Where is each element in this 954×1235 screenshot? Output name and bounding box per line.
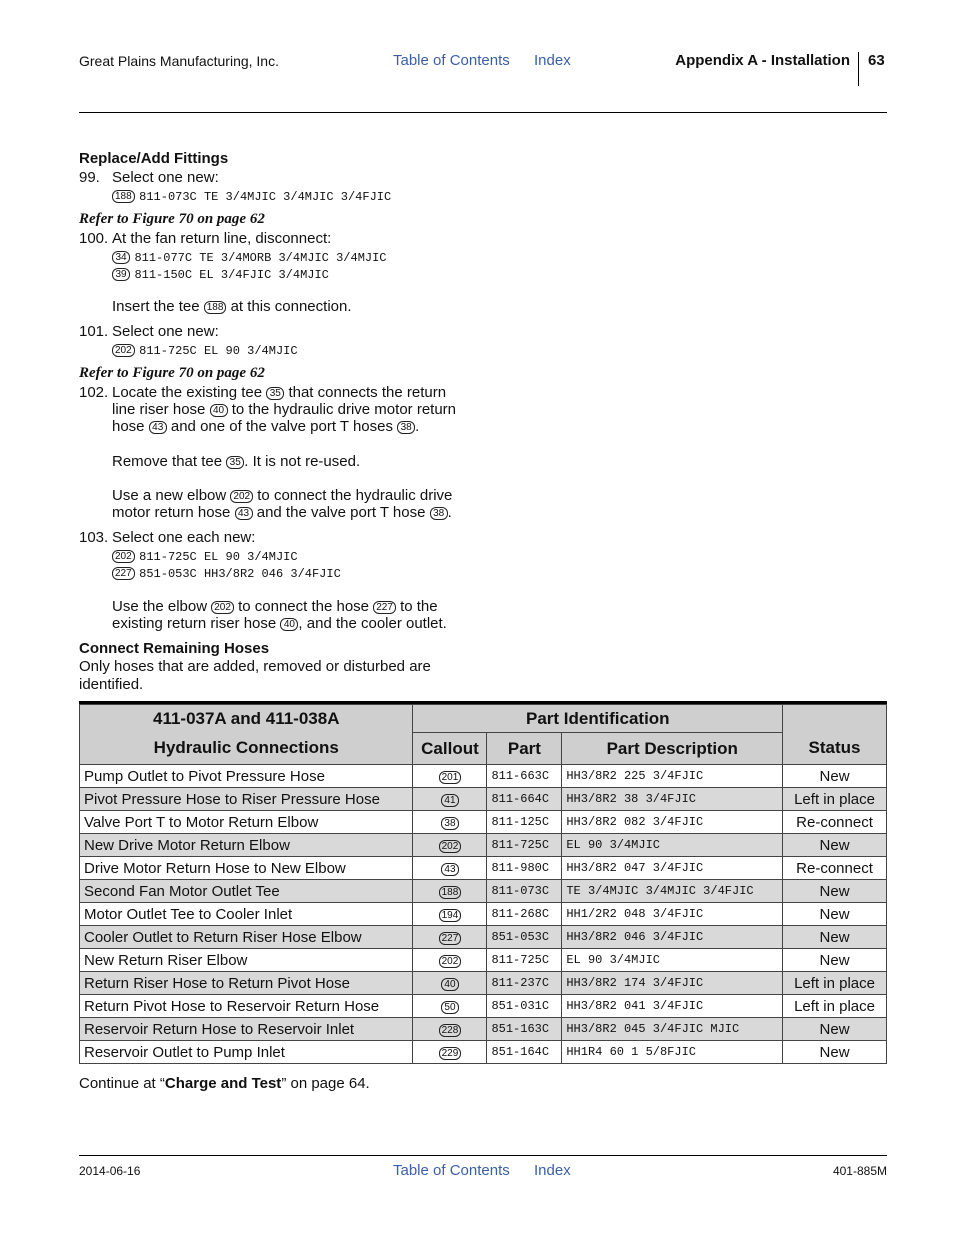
cell-callout	[413, 949, 487, 972]
figure-reference: Refer to Figure 70 on page 62	[79, 211, 265, 227]
para-text: Locate the existing tee	[112, 384, 263, 401]
header-status: Status	[783, 733, 887, 765]
table-row	[80, 972, 887, 995]
callout-badge: 43	[149, 421, 167, 434]
step-100-note	[112, 298, 352, 315]
part-line	[112, 547, 298, 564]
cell-connection: Cooler Outlet to Return Riser Hose Elbow	[80, 926, 413, 949]
section-title: Appendix A - Installation	[675, 52, 850, 69]
part-line	[112, 341, 298, 358]
continue-text: Continue at “	[79, 1075, 165, 1092]
cell-status: New	[783, 880, 887, 903]
header-status-spacer	[783, 705, 887, 733]
callout-badge: 202	[230, 490, 253, 503]
callout-badge: 202	[112, 550, 135, 563]
callout-badge: 202	[439, 955, 462, 968]
header-part-description: Part Description	[562, 733, 783, 765]
table-row	[80, 1041, 887, 1064]
step-102-para1	[112, 384, 472, 435]
part-line	[112, 564, 341, 581]
step-101-number: 101.	[79, 323, 109, 340]
callout-badge: 38	[441, 817, 459, 830]
cell-connection: New Drive Motor Return Elbow	[80, 834, 413, 857]
index-link[interactable]: Index	[534, 52, 571, 69]
cell-status: New	[783, 926, 887, 949]
cell-description: HH3/8R2 041 3/4FJIC	[562, 995, 783, 1018]
step-100-number: 100.	[79, 230, 109, 247]
step-102-para2	[112, 453, 360, 470]
para-text: .	[415, 418, 420, 435]
cell-status: Left in place	[783, 995, 887, 1018]
cell-callout	[413, 765, 487, 788]
para-text: to the hydraulic drive motor return hose	[112, 401, 457, 435]
callout-badge: 229	[439, 1047, 462, 1060]
section-heading-hoses: Connect Remaining Hoses	[79, 640, 270, 657]
para-text: Use a new elbow	[112, 487, 227, 504]
table-row	[80, 857, 887, 880]
continue-link-text: Charge and Test	[164, 1075, 282, 1092]
para-text: to the existing return riser hose	[112, 598, 438, 632]
callout-badge: 35	[226, 456, 244, 469]
table-row	[80, 949, 887, 972]
callout-badge: 50	[441, 1001, 459, 1014]
cell-callout	[413, 880, 487, 903]
cell-callout	[413, 926, 487, 949]
part-code: 811-725C EL 90 3/4MJIC	[139, 550, 298, 564]
step-100-text: At the fan return line, disconnect:	[112, 230, 332, 247]
para-text: to connect the hose	[238, 598, 370, 615]
cell-status: New	[783, 949, 887, 972]
callout-badge: 194	[439, 909, 462, 922]
callout-badge: 227	[373, 601, 396, 614]
para-text: .	[447, 504, 452, 521]
cell-callout	[413, 788, 487, 811]
cell-part: 811-237C	[487, 972, 562, 995]
callout-badge: 40	[280, 618, 298, 631]
cell-part: 811-663C	[487, 765, 562, 788]
cell-connection: Drive Motor Return Hose to New Elbow	[80, 857, 413, 880]
part-code: 811-150C EL 3/4FJIC 3/4MJIC	[134, 268, 329, 282]
footer-toc-link[interactable]: Table of Contents	[393, 1162, 510, 1179]
callout-badge: 40	[441, 978, 459, 991]
cell-connection: Second Fan Motor Outlet Tee	[80, 880, 413, 903]
callout-badge: 188	[204, 301, 227, 314]
header-part: Part	[487, 733, 562, 765]
cell-connection: Motor Outlet Tee to Cooler Inlet	[80, 903, 413, 926]
callout-badge: 202	[112, 344, 135, 357]
cell-callout	[413, 903, 487, 926]
parts-table	[79, 704, 887, 1064]
cell-part: 811-725C	[487, 834, 562, 857]
table-row	[80, 903, 887, 926]
callout-badge: 41	[441, 794, 459, 807]
cell-description: HH3/8R2 047 3/4FJIC	[562, 857, 783, 880]
callout-badge: 228	[439, 1024, 462, 1037]
note-text: Insert the tee	[112, 298, 200, 315]
part-line	[112, 248, 387, 265]
footer-rule	[79, 1155, 887, 1156]
para-text: . It is not re-used.	[244, 453, 361, 470]
callout-badge: 39	[112, 268, 130, 281]
callout-badge: 188	[112, 190, 135, 203]
cell-description: HH3/8R2 046 3/4FJIC	[562, 926, 783, 949]
callout-badge: 43	[441, 863, 459, 876]
cell-connection: New Return Riser Elbow	[80, 949, 413, 972]
part-line	[112, 187, 391, 204]
cell-description: HH1R4 60 1 5/8FJIC	[562, 1041, 783, 1064]
cell-connection: Return Riser Hose to Return Pivot Hose	[80, 972, 413, 995]
figure-reference: Refer to Figure 70 on page 62	[79, 365, 265, 381]
table-row	[80, 834, 887, 857]
callout-badge: 35	[266, 387, 284, 400]
cell-part: 811-980C	[487, 857, 562, 880]
table-row	[80, 765, 887, 788]
para-text: that connects the return line riser hose	[112, 384, 447, 418]
cell-connection: Reservoir Return Hose to Reservoir Inlet	[80, 1018, 413, 1041]
cell-connection: Pump Outlet to Pivot Pressure Hose	[80, 765, 413, 788]
para-text: , and the cooler outlet.	[298, 615, 447, 632]
callout-badge: 40	[210, 404, 228, 417]
table-row	[80, 788, 887, 811]
cell-status: Left in place	[783, 788, 887, 811]
para-text: to connect the hydraulic drive motor return hose	[112, 487, 453, 521]
cell-part: 851-163C	[487, 1018, 562, 1041]
header-divider	[858, 52, 859, 86]
cell-description: EL 90 3/4MJIC	[562, 949, 783, 972]
cell-status: Re-connect	[783, 857, 887, 880]
part-code: 811-073C TE 3/4MJIC 3/4MJIC 3/4FJIC	[139, 190, 392, 204]
cell-status: New	[783, 903, 887, 926]
cell-part: 851-164C	[487, 1041, 562, 1064]
cell-status: New	[783, 1018, 887, 1041]
step-number: 99.	[79, 169, 100, 186]
callout-badge: 227	[439, 932, 462, 945]
callout-badge: 38	[430, 507, 448, 520]
cell-part: 851-031C	[487, 995, 562, 1018]
para-text: Remove that tee	[112, 453, 223, 470]
step-102-number: 102.	[79, 384, 109, 401]
page-number: 63	[868, 52, 885, 69]
callout-badge: 43	[235, 507, 253, 520]
callout-badge: 202	[211, 601, 234, 614]
table-row	[80, 1018, 887, 1041]
section-intro: Only hoses that are added, removed or disturbed are identified.	[79, 658, 431, 693]
header-rule	[79, 112, 887, 113]
part-code: 811-725C EL 90 3/4MJIC	[139, 344, 298, 358]
cell-connection: Reservoir Outlet to Pump Inlet	[80, 1041, 413, 1064]
para-text: and one of the valve port T hoses	[170, 418, 393, 435]
cell-status: Re-connect	[783, 811, 887, 834]
footer-index-link[interactable]: Index	[534, 1162, 571, 1179]
cell-part: 851-053C	[487, 926, 562, 949]
cell-description: TE 3/4MJIC 3/4MJIC 3/4FJIC	[562, 880, 783, 903]
para-text: Use the elbow	[112, 598, 208, 615]
continue-text: ” on page 64.	[281, 1075, 370, 1092]
cell-callout	[413, 834, 487, 857]
cell-connection: Return Pivot Hose to Reservoir Return Hose	[80, 995, 413, 1018]
step-99	[79, 169, 100, 186]
cell-description: HH3/8R2 174 3/4FJIC	[562, 972, 783, 995]
part-code: 811-077C TE 3/4MORB 3/4MJIC 3/4MJIC	[134, 251, 387, 265]
footer-doc-number: 401-885M	[832, 1164, 887, 1178]
table-row	[80, 811, 887, 834]
part-code: 851-053C HH3/8R2 046 3/4FJIC	[139, 567, 341, 581]
cell-connection: Valve Port T to Motor Return Elbow	[80, 811, 413, 834]
cell-status: New	[783, 834, 887, 857]
cell-description: HH3/8R2 082 3/4FJIC	[562, 811, 783, 834]
para-text: and the valve port T hose	[256, 504, 426, 521]
callout-badge: 34	[112, 251, 130, 264]
cell-description: HH3/8R2 225 3/4FJIC	[562, 765, 783, 788]
cell-part: 811-125C	[487, 811, 562, 834]
step-103-para1	[112, 598, 472, 632]
cell-callout	[413, 995, 487, 1018]
cell-callout	[413, 972, 487, 995]
step-103-text: Select one each new:	[112, 529, 256, 546]
table-row	[80, 995, 887, 1018]
cell-callout	[413, 1041, 487, 1064]
callout-badge: 201	[439, 771, 462, 784]
header-part-identification: Part Identification	[413, 705, 783, 733]
cell-connection: Pivot Pressure Hose to Riser Pressure Hose	[80, 788, 413, 811]
callout-badge: 188	[439, 886, 462, 899]
cell-callout	[413, 811, 487, 834]
footer-date: 2014-06-16	[79, 1164, 141, 1178]
table-row	[80, 880, 887, 903]
cell-part: 811-664C	[487, 788, 562, 811]
callout-badge: 227	[112, 567, 135, 580]
cell-callout	[413, 857, 487, 880]
cell-description: HH3/8R2 045 3/4FJIC MJIC	[562, 1018, 783, 1041]
section-heading-fittings: Replace/Add Fittings	[79, 150, 229, 167]
step-101-text: Select one new:	[112, 323, 219, 340]
cell-status: New	[783, 765, 887, 788]
cell-description: HH3/8R2 38 3/4FJIC	[562, 788, 783, 811]
cell-part: 811-268C	[487, 903, 562, 926]
cell-status: New	[783, 1041, 887, 1064]
header-callout: Callout	[413, 733, 487, 765]
step-103-number: 103.	[79, 529, 109, 546]
callout-badge: 38	[397, 421, 415, 434]
cell-part: 811-725C	[487, 949, 562, 972]
callout-badge: 202	[439, 840, 462, 853]
cell-callout	[413, 1018, 487, 1041]
cell-description: EL 90 3/4MJIC	[562, 834, 783, 857]
cell-status: Left in place	[783, 972, 887, 995]
cell-part: 811-073C	[487, 880, 562, 903]
company-name: Great Plains Manufacturing, Inc.	[79, 53, 279, 69]
cell-description: HH1/2R2 048 3/4FJIC	[562, 903, 783, 926]
continue-note	[79, 1075, 370, 1092]
part-line	[112, 265, 329, 282]
header-hydraulic-connections: Hydraulic Connections	[80, 733, 413, 765]
table-row	[80, 926, 887, 949]
step-102-para3	[112, 487, 472, 521]
toc-link[interactable]: Table of Contents	[393, 52, 510, 69]
header-model: 411-037A and 411-038A	[80, 705, 413, 733]
step-99-text: Select one new:	[112, 169, 219, 186]
note-text: at this connection.	[230, 298, 352, 315]
